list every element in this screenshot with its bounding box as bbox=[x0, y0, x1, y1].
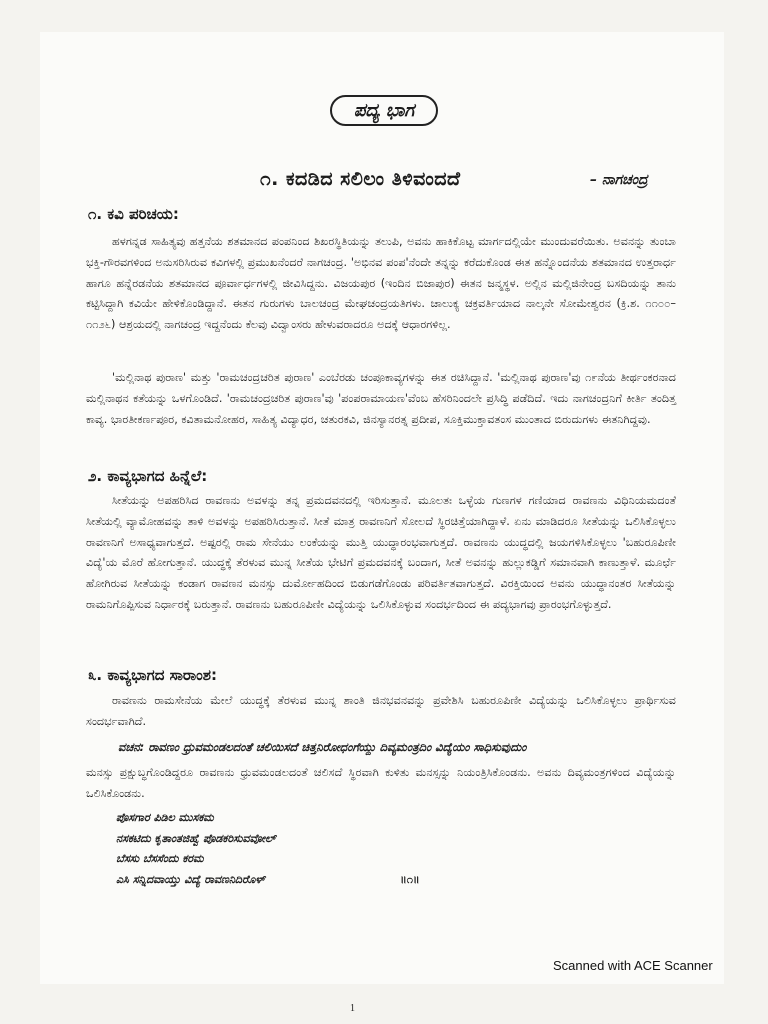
paragraph-poet-intro-1: ಹಳಗನ್ನಡ ಸಾಹಿತ್ಯವು ಹತ್ತನೆಯ ಶತಮಾನದ ಪಂಪನಿಂದ ಶಿಖರಸ್ಥಿತಿಯನ್ನು ತಲುಪಿ, ಅವನು ಹಾಕಿಕೊಟ್ಟ ಮಾರ್ಗದಲ್ಲಿಯೇ ಮುಂದುವರೆಯಿತು. ಅವನನ್ನು ತುಂಬಾ ಭಕ್ತಿ-ಗೌರವಗಳಿಂದ ಅನುಸರಿಸಿರುವ ಕವಿಗಳಲ್ಲಿ ಪ್ರಮುಖನೆಂದರೆ ನಾಗಚಂದ್ರ. 'ಅಭಿನವ ಪಂಪ'ನೆಂದೇ ತನ್ನನ್ನು ಕರೆದುಕೊಂಡ ಈತ ಹನ್ನೊಂದನೆಯ ಶತಮಾನದ ಉತ್ತರಾರ್ಧ ಹಾಗೂ ಹನ್ನೆರಡನೆಯ ಶತಮಾನದ ಪೂರ್ವಾರ್ಧಗಳಲ್ಲಿ ಜೀವಿಸಿದ್ದನು. ವಿಜಯಪುರ (ಇಂದಿನ ಬಿಜಾಪುರ) ಈತನ ಜನ್ಮಸ್ಥಳ. ಅಲ್ಲಿನ ಮಲ್ಲಿಜಿನೇಂದ್ರ ಬಸದಿಯನ್ನು ತಾನು ಕಟ್ಟಿಸಿದ್ದಾಗಿ ಕವಿಯೇ ಹೇಳಿಕೊಂಡಿದ್ದಾನೆ. ಈತನ ಗುರುಗಳು ಬಾಲಚಂದ್ರ ಮೇಘಚಂದ್ರಯತಿಗಳು. ಚಾಲುಕ್ಯ ಚಕ್ರವರ್ತಿಯಾದ ನಾಲ್ಕನೇ ಸೋಮೇಶ್ವರನ (ಕ್ರಿ.ಶ. ೧೧೦೦–೧೧೨೬) ಆಶ್ರಯದಲ್ಲಿ ನಾಗಚಂದ್ರ ಇದ್ದನೆಂದು ಕೆಲವು ವಿದ್ವಾಂಸರು ಹೇಳುವರಾದರೂ ಅದಕ್ಕೆ ಆಧಾರಗಳಿಲ್ಲ. bbox=[86, 235, 676, 332]
verse-number: ॥೧॥ bbox=[400, 873, 420, 886]
verse-line: ನಸಕಟಿದು ಕೃತಾಂತಜಿಹ್ವೆ ಪೊಡಕರಿಸುವವೋಲ್ bbox=[116, 831, 276, 845]
section-heading-poet-intro: ೧. ಕವಿ ಪರಿಚಯ: bbox=[88, 205, 179, 223]
page-number: 1 bbox=[350, 1003, 355, 1014]
lesson-title: ೧. ಕದಡಿದ ಸಲಿಲಂ ತಿಳಿವಂದದೆ bbox=[260, 168, 461, 190]
prose-vachana-line: ವಚನ: ರಾವಣಂ ಧ್ರುವಮಂಡಲದಂತೆ ಚಲಿಯಿಸದೆ ಚಿತ್ತನಿರೋಧಂಗೆಯ್ದು ದಿವ್ಯಮಂತ್ರದಿಂ ವಿದ್ಯೆಯಂ ಸಾಧಿಸುವುದುಂ bbox=[118, 740, 527, 754]
scanner-watermark: Scanned with ACE Scanner bbox=[553, 958, 713, 973]
paragraph-background: ಸೀತೆಯನ್ನು ಅಪಹರಿಸಿದ ರಾವಣನು ಅವಳನ್ನು ತನ್ನ ಪ್ರಮದವನದಲ್ಲಿ ಇರಿಸುತ್ತಾನೆ. ಮೂಲತಃ ಒಳ್ಳೆಯ ಗುಣಗಳ ಗಣಿಯಾದ ರಾವಣನು ವಿಧಿನಿಯಮದಂತೆ ಸೀತೆಯಲ್ಲಿ ವ್ಯಾಮೋಹವನ್ನು ತಾಳಿ ಅವಳನ್ನು ಅಪಹರಿಸಿರುತ್ತಾನೆ. ಸೀತೆ ಮಾತ್ರ ರಾವಣನಿಗೆ ಸೋಲದೆ ಸ್ಥಿರಚಿತ್ತೆಯಾಗಿದ್ದಾಳೆ. ಏನು ಮಾಡಿದರೂ ಸೀತೆಯನ್ನು ಒಲಿಸಿಕೊಳ್ಳಲು ರಾವಣನಿಗೆ ಅಸಾಧ್ಯವಾಗುತ್ತದೆ. ಅಷ್ಟರಲ್ಲಿ ರಾಮ ಸೇನೆಯು ಲಂಕೆಯನ್ನು ಮುತ್ತಿ ಯುದ್ಧಾರಂಭವಾಗುತ್ತದೆ. ರಾವಣನು ಯುದ್ಧದಲ್ಲಿ ಜಯಗಳಿಸಿಕೊಳ್ಳಲು 'ಬಹುರೂಪಿಣೀ ವಿದ್ಯೆ'ಯ ಮೊರೆ ಹೋಗುತ್ತಾನೆ. ಯುದ್ಧಕ್ಕೆ ತೆರಳುವ ಮುನ್ನ ಸೀತೆಯ ಭೇಟಿಗೆ ಪ್ರಮದವನಕ್ಕೆ ಬಂದಾಗ, ಸೀತೆ ಅವನನ್ನು ಹುಲ್ಲುಕಡ್ಡಿಗೆ ಸಮಾನವಾಗಿ ಕಾಣುತ್ತಾಳೆ. ಮೂರ್ಛೆ ಹೋಗಿರುವ ಸೀತೆಯನ್ನು ಕಂಡಾಗ ರಾವಣನ ಮನಸ್ಸು ದುರ್ಮೋಹದಿಂದ ಬಿಡುಗಡೆಗೊಂಡು ಪರಿವರ್ತಿತವಾಗುತ್ತದೆ. ವಿರಕ್ತಿಯಿಂದ ಅವನು ಯುದ್ಧಾನಂತರ ಸೀತೆಯನ್ನು ರಾಮನಿಗೊಪ್ಪಿಸುವ ನಿರ್ಧಾರಕ್ಕೆ ಬರುತ್ತಾನೆ. ರಾವಣನು ಬಹುರೂಪಿಣೀ ವಿದ್ಯೆಯನ್ನು ಒಲಿಸಿಕೊಳ್ಳುವ ಸಂದರ್ಭದಿಂದ ಈ ಪದ್ಯಭಾಗವು ಪ್ರಾರಂಭಗೊಳ್ಳುತ್ತದೆ. bbox=[86, 494, 676, 611]
author-name: – ನಾಗಚಂದ್ರ bbox=[590, 172, 648, 188]
paragraph-summary-closing: ಮನಸ್ಸು ಪ್ರಕ್ಷುಬ್ಧಗೊಂಡಿದ್ದರೂ ರಾವಣನು ಧ್ರುವಮಂಡಲದಂತೆ ಚಲಿಸದೆ ಸ್ಥಿರವಾಗಿ ಕುಳಿತು ಮನಸ್ಸನ್ನು ನಿಯಂತ್ರಿಸಿಕೊಂಡನು. ಅವನು ದಿವ್ಯಮಂತ್ರಗಳಿಂದ ವಿದ್ಯೆಯನ್ನು ಒಲಿಸಿಕೊಂಡನು. bbox=[86, 766, 676, 800]
verse-line: ಬೆಸಸು ಬೆಸಸೆಂದು ಕರಮ bbox=[116, 852, 204, 866]
paragraph-summary: ರಾವಣನು ರಾಮಸೇನೆಯ ಮೇಲೆ ಯುದ್ಧಕ್ಕೆ ತೆರಳುವ ಮುನ್ನ ಶಾಂತಿ ಜಿನಭವನವನ್ನು ಪ್ರವೇಶಿಸಿ ಬಹುರೂಪಿಣೀ ವಿದ್ಯೆಯನ್ನು ಒಲಿಸಿಕೊಳ್ಳಲು ಪ್ರಾರ್ಥಿಸುವ ಸಂದರ್ಭವಾಗಿದೆ. bbox=[86, 694, 676, 728]
section-heading-summary: ೩. ಕಾವ್ಯಭಾಗದ ಸಾರಾಂಶ: bbox=[88, 666, 217, 684]
section-badge-wrap bbox=[0, 95, 768, 126]
paragraph-poet-intro-2: 'ಮಲ್ಲಿನಾಥ ಪುರಾಣ' ಮತ್ತು 'ರಾಮಚಂದ್ರಚರಿತ ಪುರಾಣ' ಎಂಬೆರಡು ಚಂಪೂಕಾವ್ಯಗಳನ್ನು ಈತ ರಚಿಸಿದ್ದಾನೆ. 'ಮಲ್ಲಿನಾಥ ಪುರಾಣ'ವು ೧೯ನೆಯ ತೀರ್ಥಂಕರನಾದ ಮಲ್ಲಿನಾಥನ ಕತೆಯನ್ನು ಒಳಗೊಂಡಿದೆ. 'ರಾಮಚಂದ್ರಚರಿತ ಪುರಾಣ'ವು 'ಪಂಪರಾಮಾಯಣ'ವೆಂಬ ಹೆಸರಿನಿಂದಲೇ ಪ್ರಸಿದ್ಧಿ ಪಡೆದಿದೆ. ಇದು ನಾಗಚಂದ್ರನಿಗೆ ಕೀರ್ತಿ ತಂದಿತ್ತ ಕಾವ್ಯ. ಭಾರತೀಕರ್ಣಪೂರ, ಕವಿತಾಮನೋಹರ, ಸಾಹಿತ್ಯ ವಿದ್ಯಾಧರ, ಚತುರಕವಿ, ಜಿನಸ್ಯಾನರತ್ನ ಪ್ರದೀಪ, ಸೂಕ್ತಿಮುಕ್ತಾವತಂಸ ಮುಂತಾದ ಬಿರುದುಗಳು ಈತನಿಗಿದ್ದವು. bbox=[86, 371, 676, 426]
section-heading-background: ೨. ಕಾವ್ಯಭಾಗದ ಹಿನ್ನೆಲೆ: bbox=[88, 467, 208, 485]
verse-block bbox=[116, 808, 276, 890]
section-badge: ಪದ್ಯ ಭಾಗ bbox=[330, 95, 438, 126]
verse-line: ಎಸಿ ಸನ್ನಿದವಾಯ್ತು ವಿದ್ಯೆ ರಾವಣನಿದಿರೊಳ್ bbox=[116, 872, 265, 886]
verse-line: ಪೊಸಗಾರ ಪಿಡಿಲ ಮುಸಕಮ bbox=[116, 811, 214, 824]
